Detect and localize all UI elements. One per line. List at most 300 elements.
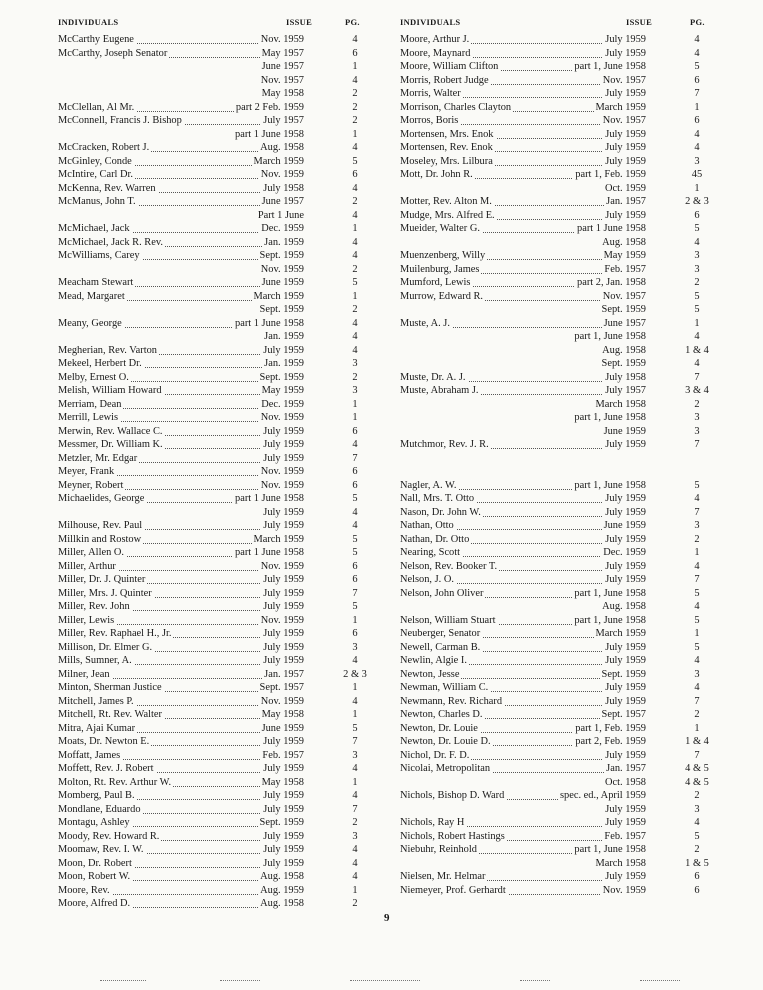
entry-page: 4	[694, 358, 700, 369]
entry-name: Newman, William C.	[400, 682, 489, 693]
entry-issue: July 1959	[605, 533, 646, 545]
entry-name: Montagu, Ashley	[58, 817, 130, 828]
entry-issue: Jan. 1959	[264, 236, 304, 248]
entry-issue: July 1959	[605, 803, 646, 815]
entry-name: Mott, Dr. John R.	[400, 169, 473, 180]
entry-page: 6	[694, 884, 700, 896]
entry-page: 1	[352, 223, 358, 234]
entry-issue: May 1959	[603, 250, 646, 261]
entry-name: Moseley, Mrs. Lilbura	[400, 155, 493, 167]
index-entry	[58, 492, 374, 506]
entry-issue: July 1959	[605, 506, 646, 518]
entry-name: McCracken, Robert J.	[58, 142, 150, 153]
entry-page: 1 & 4	[685, 736, 709, 747]
entry-name: Newell, Carman B.	[400, 641, 481, 653]
entry-name: Miller, Lewis	[58, 614, 115, 626]
entry-page: 4	[694, 236, 700, 248]
entry-name: Nall, Mrs. T. Otto	[400, 493, 475, 504]
index-entry	[400, 330, 716, 344]
entry-issue: July 1959	[605, 695, 646, 707]
entry-issue: Sept. 1959	[601, 304, 646, 315]
entry-name: Mead, Margaret	[58, 290, 125, 302]
entry-issue: May 1957	[261, 47, 304, 59]
entry-name: Muste, A. J.	[400, 317, 450, 329]
entry-name: Molton, Rt. Rev. Arthur W.	[58, 776, 172, 788]
entry-page: 5	[352, 547, 358, 558]
entry-page: 5	[694, 61, 700, 72]
entry-issue: July 1959	[263, 452, 304, 464]
entry-issue: July 1959	[263, 344, 304, 356]
entry-name: Nichol, Dr. F. D.	[400, 749, 470, 761]
entry-name: Millkin and Rostow	[58, 533, 142, 545]
entry-issue: July 1959	[263, 506, 304, 518]
index-entry	[58, 249, 374, 263]
entry-name: Moore, William Clifton	[400, 61, 499, 72]
entry-issue: July 1959	[263, 587, 304, 599]
entry-issue: part 1, June 1958	[574, 331, 646, 342]
entry-issue: Nov. 1959	[260, 479, 304, 491]
entry-issue: spec. ed., April 1959	[560, 790, 646, 801]
entry-name: Moffett, Rev. J. Robert	[58, 763, 154, 774]
entry-name: Merwin, Rev. Wallace C.	[58, 425, 163, 437]
scan-mark	[640, 978, 680, 981]
entry-page: 7	[694, 749, 700, 761]
entry-name: Moore, Rev.	[58, 884, 110, 896]
entry-name: Newton, Dr. Louie D.	[400, 736, 491, 747]
entry-page: 5	[694, 290, 700, 302]
entry-issue: July 1959	[263, 830, 304, 842]
entry-page: 1	[352, 412, 358, 423]
entry-issue: July 1959	[605, 155, 646, 167]
index-entry	[400, 884, 716, 898]
entry-name: Mitra, Ajai Kumar	[58, 722, 136, 734]
entry-issue: Aug. 1958	[602, 236, 646, 248]
entry-name: Mitchell, James P.	[58, 695, 134, 707]
entry-issue: July 1959	[605, 682, 646, 693]
entry-issue: part 1 June 1958	[235, 128, 304, 140]
entry-name: Merrill, Lewis	[58, 412, 119, 423]
entry-name: Niemeyer, Prof. Gerhardt	[400, 884, 506, 896]
entry-issue: Feb. 1957	[262, 749, 304, 761]
entry-page: 4 & 5	[685, 763, 709, 774]
entry-page: 4	[694, 601, 700, 612]
entry-name: Newton, Jesse	[400, 668, 460, 680]
entry-name: Neuberger, Senator	[400, 628, 481, 639]
entry-issue: July 1959	[263, 803, 304, 815]
entry-issue: Feb. 1957	[604, 263, 646, 275]
scan-mark	[520, 978, 550, 981]
header-individuals: INDIVIDUALS	[58, 17, 119, 27]
entry-issue: July 1959	[263, 574, 304, 585]
entry-name: McWilliams, Carey	[58, 250, 140, 261]
entry-page: 6	[694, 871, 700, 882]
entry-issue: Jan. 1959	[264, 331, 304, 342]
entry-name: Meyner, Robert	[58, 479, 124, 491]
entry-page: 7	[352, 803, 358, 815]
scan-mark	[220, 978, 260, 981]
entry-name: Nagler, A. W.	[400, 479, 457, 491]
entry-page: 4	[352, 871, 358, 882]
entry-name: Mondlane, Eduardo	[58, 803, 141, 815]
entry-issue: Aug. 1958	[602, 601, 646, 612]
entry-page: 7	[694, 695, 700, 707]
index-entry	[400, 587, 716, 601]
entry-issue: March 1958	[595, 398, 646, 410]
entry-issue: Nov. 1959	[260, 34, 304, 45]
entry-name: McMichael, Jack R. Rev.	[58, 236, 163, 248]
index-entry	[400, 411, 716, 425]
entry-page: 2 & 3	[685, 196, 709, 207]
entry-issue: July 1957	[605, 385, 646, 396]
entry-page: 7	[694, 439, 700, 450]
entry-page: 2	[352, 263, 358, 275]
entry-issue: Sept. 1959	[259, 250, 304, 261]
entry-issue: Sept. 1959	[601, 668, 646, 680]
entry-page: 2	[694, 533, 700, 545]
entry-issue: July 1959	[263, 520, 304, 531]
entry-page: 4	[352, 763, 358, 774]
entry-name: McClellan, Al Mr.	[58, 101, 135, 113]
entry-page: 2	[694, 398, 700, 410]
entry-page: 3	[694, 250, 700, 261]
entry-page: 6	[694, 209, 700, 221]
entry-name: Mortensen, Mrs. Enok	[400, 128, 494, 140]
index-entry	[400, 452, 716, 466]
header-pg: PG.	[345, 17, 360, 27]
entry-name: Morris, Robert Judge	[400, 74, 489, 86]
entry-issue: Dec. 1959	[603, 547, 646, 558]
entry-issue: March 1959	[253, 290, 304, 302]
entry-page: 5	[694, 479, 700, 491]
index-entry	[400, 789, 716, 803]
entry-name: Nelson, John Oliver	[400, 587, 484, 599]
entry-page: 7	[694, 506, 700, 518]
entry-page: 6	[352, 574, 358, 585]
entry-page: 5	[694, 641, 700, 653]
entry-name: Miller, Rev. Raphael H., Jr.	[58, 628, 172, 639]
bottom-scan-marks	[0, 978, 763, 982]
entry-issue: Sept. 1957	[601, 709, 646, 720]
index-entry	[58, 317, 374, 331]
entry-name: Miller, Arthur	[58, 560, 116, 572]
entry-name: Nelson, Rev. Booker T.	[400, 560, 498, 572]
entry-page: 5	[352, 277, 358, 288]
entry-issue: Nov. 1957	[602, 74, 646, 86]
entry-name: Mitchell, Rt. Rev. Walter	[58, 709, 162, 720]
entry-name: Mortensen, Rev. Enok	[400, 142, 493, 153]
entry-page: 4	[352, 439, 358, 450]
entry-issue: July 1959	[605, 34, 646, 45]
entry-page: 3	[694, 520, 700, 531]
entry-name: Newmann, Rev. Richard	[400, 695, 503, 707]
entry-issue: July 1958	[263, 182, 304, 194]
entry-name: Motter, Rev. Alton M.	[400, 196, 492, 207]
entry-name: Metzler, Mr. Edgar	[58, 452, 138, 464]
entry-issue: July 1959	[605, 439, 646, 450]
entry-page: 1	[694, 628, 700, 639]
entry-issue: Sept. 1959	[259, 817, 304, 828]
entry-name: Moore, Arthur J.	[400, 34, 470, 45]
entry-issue: Sept. 1959	[601, 358, 646, 369]
entry-page: 1	[352, 398, 358, 410]
entry-page: 6	[352, 47, 358, 59]
entry-page: 6	[352, 560, 358, 572]
entry-name: Newton, Dr. Louie	[400, 722, 478, 734]
entry-name: McCarthy, Joseph Senator	[58, 47, 168, 59]
entry-name: Millison, Dr. Elmer G.	[58, 641, 153, 653]
entry-page: 4	[694, 128, 700, 140]
entry-page: 4	[694, 142, 700, 153]
entry-issue: part 1, June 1958	[574, 844, 646, 855]
entry-page: 5	[352, 722, 358, 734]
index-entry	[58, 60, 374, 74]
entry-page: 7	[694, 88, 700, 99]
entry-issue: July 1959	[263, 736, 304, 747]
entry-issue: part 1, June 1958	[574, 479, 646, 491]
entry-issue: part 1, June 1958	[574, 587, 646, 599]
entry-page: 4	[352, 142, 358, 153]
entry-page: 3	[694, 668, 700, 680]
index-entry	[400, 438, 716, 452]
index-column-left	[58, 17, 374, 911]
entry-page: 6	[352, 425, 358, 437]
entry-name: Morros, Boris	[400, 115, 459, 126]
entry-page: 1	[694, 317, 700, 329]
index-entry	[58, 897, 374, 911]
entry-name: Muste, Dr. A. J.	[400, 371, 466, 383]
entry-name: McIntire, Carl Dr.	[58, 169, 134, 180]
entry-page: 5	[694, 223, 700, 234]
entry-page: 2	[352, 304, 358, 315]
header-pg: PG.	[690, 17, 705, 27]
index-entry	[400, 762, 716, 776]
entry-name: McKenna, Rev. Warren	[58, 182, 156, 194]
entry-issue: Aug. 1959	[260, 884, 304, 896]
header-individuals: INDIVIDUALS	[400, 17, 461, 27]
entry-name: Moody, Rev. Howard R.	[58, 830, 160, 842]
header-issue: ISSUE	[286, 17, 313, 27]
entry-page: 4	[694, 331, 700, 342]
entry-page: 3	[352, 641, 358, 653]
index-entry	[58, 74, 374, 88]
entry-issue: part 2, Feb. 1959	[575, 736, 646, 747]
entry-name: Nielsen, Mr. Helmar	[400, 871, 486, 882]
entry-issue: Jan. 1959	[264, 358, 304, 369]
entry-issue: July 1958	[605, 371, 646, 383]
entry-name: Mumford, Lewis	[400, 277, 471, 288]
entry-name: Nearing, Scott	[400, 547, 461, 558]
entry-issue: Nov. 1959	[260, 466, 304, 477]
entry-issue: July 1959	[605, 641, 646, 653]
entry-page: 2	[694, 709, 700, 720]
entry-page: 5	[694, 830, 700, 842]
entry-issue: July 1959	[263, 857, 304, 869]
entry-page: 1	[352, 709, 358, 720]
entry-page: 4	[352, 236, 358, 248]
entry-page: 3	[694, 412, 700, 423]
entry-page: 3	[694, 803, 700, 815]
index-rows-left	[58, 33, 374, 911]
entry-name: McCarthy Eugene	[58, 34, 134, 45]
entry-issue: Aug. 1958	[260, 898, 304, 909]
entry-issue: July 1959	[605, 574, 646, 585]
entry-issue: March 1959	[595, 628, 646, 639]
entry-name: Momberg, Paul B.	[58, 790, 135, 801]
entry-name: Mekeel, Herbert Dr.	[58, 358, 142, 369]
entry-page: 4	[352, 317, 358, 329]
entry-issue: Aug. 1958	[602, 344, 646, 356]
entry-issue: part 1, Feb. 1959	[575, 169, 646, 180]
entry-page: 3	[352, 385, 358, 396]
entry-issue: Sept. 1957	[259, 682, 304, 693]
entry-issue: March 1959	[253, 155, 304, 167]
entry-issue: March 1959	[595, 101, 646, 113]
entry-issue: Part 1 June	[257, 209, 304, 221]
entry-page: 6	[352, 479, 358, 491]
entry-issue: July 1959	[605, 47, 646, 59]
entry-page: 1	[694, 182, 700, 194]
entry-name: Murrow, Edward R.	[400, 290, 484, 302]
entry-page: 2	[352, 88, 358, 99]
entry-page: 4	[352, 790, 358, 801]
entry-name: Miller, Dr. J. Quinter	[58, 574, 146, 585]
entry-page: 3	[694, 155, 700, 167]
header-issue: ISSUE	[626, 17, 653, 27]
entry-name: Miller, Mrs. J. Quinter	[58, 587, 152, 599]
entry-page: 4	[352, 182, 358, 194]
entry-page: 2	[352, 196, 358, 207]
entry-page: 1 & 5	[685, 857, 709, 869]
index-entry	[400, 168, 716, 182]
entry-name: Nichols, Bishop D. Ward	[400, 790, 505, 801]
entry-name: Moon, Robert W.	[58, 871, 131, 882]
entry-page: 5	[352, 155, 358, 167]
entry-page: 5	[694, 614, 700, 626]
entry-page: 7	[352, 452, 358, 464]
entry-name: Moore, Alfred D.	[58, 898, 131, 909]
entry-page: 2	[694, 844, 700, 855]
entry-name: Mills, Sumner, A.	[58, 655, 132, 666]
entry-page: 4	[694, 493, 700, 504]
entry-name: Nichols, Ray H	[400, 817, 465, 828]
index-entry	[58, 114, 374, 128]
entry-name: Moffatt, James	[58, 749, 121, 761]
entry-page: 7	[352, 587, 358, 599]
entry-name: Muilenburg, James	[400, 263, 480, 275]
entry-page: 45	[691, 169, 703, 180]
entry-name: Melby, Ernest O.	[58, 371, 129, 383]
entry-issue: July 1959	[605, 655, 646, 666]
entry-page: 4	[694, 655, 700, 666]
entry-name: Muenzenberg, Willy	[400, 250, 486, 261]
entry-issue: Feb. 1957	[604, 830, 646, 842]
entry-name: McConnell, Francis J. Bishop	[58, 115, 182, 126]
entry-page: 4	[352, 344, 358, 356]
entry-issue: Nov. 1959	[260, 263, 304, 275]
entry-name: Moore, Maynard	[400, 47, 471, 59]
entry-page: 5	[694, 587, 700, 599]
entry-issue: Jan. 1957	[606, 196, 646, 207]
entry-issue: July 1959	[605, 128, 646, 140]
entry-name: Merriam, Dean	[58, 398, 122, 410]
entry-page: 6	[352, 169, 358, 180]
entry-page: 4	[352, 655, 358, 666]
index-entry	[400, 843, 716, 857]
entry-issue: June 1959	[603, 425, 646, 437]
entry-issue: Oct. 1958	[605, 776, 646, 788]
entry-page: 4	[694, 560, 700, 572]
entry-issue: July 1959	[263, 844, 304, 855]
index-entry	[400, 222, 716, 236]
entry-name: Meacham Stewart	[58, 277, 134, 288]
entry-issue: July 1959	[263, 763, 304, 774]
index-entry	[400, 290, 716, 304]
entry-issue: July 1959	[605, 209, 646, 221]
entry-issue: March 1959	[253, 533, 304, 545]
entry-name: Niebuhr, Reinhold	[400, 844, 477, 855]
entry-issue: Aug. 1958	[260, 871, 304, 882]
entry-issue: Nov. 1959	[260, 560, 304, 572]
entry-name: Muste, Abraham J.	[400, 385, 479, 396]
entry-page: 6	[352, 628, 358, 639]
entry-page: 2	[352, 371, 358, 383]
entry-issue: July 1959	[263, 655, 304, 666]
entry-issue: Nov. 1959	[260, 412, 304, 423]
entry-issue: part 1, June 1958	[574, 412, 646, 423]
entry-issue: July 1957	[263, 115, 304, 126]
entry-issue: July 1959	[605, 493, 646, 504]
entry-name: Newton, Charles D.	[400, 709, 483, 720]
index-entry	[58, 195, 374, 209]
entry-issue: part 1 June 1958	[235, 547, 304, 558]
entry-page: 1	[694, 722, 700, 734]
entry-issue: part 1 June 1958	[235, 493, 304, 504]
entry-issue: part 2 Feb. 1959	[235, 101, 304, 113]
entry-issue: June 1957	[261, 196, 304, 207]
entry-name: Milhouse, Rev. Paul	[58, 520, 143, 531]
index-entry	[58, 290, 374, 304]
entry-issue: July 1959	[263, 641, 304, 653]
entry-page: 1	[352, 682, 358, 693]
entry-issue: July 1959	[605, 560, 646, 572]
entry-page: 4	[694, 682, 700, 693]
entry-issue: July 1959	[263, 790, 304, 801]
entry-page: 4	[352, 34, 358, 45]
entry-issue: Dec. 1959	[261, 223, 304, 234]
entry-name: Morrison, Charles Clayton	[400, 101, 512, 113]
entry-page: 2	[694, 277, 700, 288]
entry-page: 1	[352, 614, 358, 626]
entry-page: 1	[694, 101, 700, 113]
entry-issue: July 1959	[263, 601, 304, 612]
entry-page: 4	[352, 74, 358, 86]
entry-issue: part 1, Feb. 1959	[575, 722, 646, 734]
entry-issue: June 1959	[261, 277, 304, 288]
entry-page: 2	[352, 817, 358, 828]
entry-page: 6	[352, 466, 358, 477]
entry-issue: May 1959	[261, 385, 304, 396]
entry-name: Miller, Allen O.	[58, 547, 124, 558]
entry-name: Mueider, Walter G.	[400, 223, 480, 234]
entry-page: 2	[352, 898, 358, 909]
entry-issue: Nov. 1957	[260, 74, 304, 86]
entry-issue: Sept. 1959	[259, 371, 304, 383]
entry-page: 4	[352, 506, 358, 518]
entry-page: 4	[352, 520, 358, 531]
entry-page: 3	[352, 830, 358, 842]
entry-issue: Aug. 1958	[260, 142, 304, 153]
entry-issue: part 1 June 1958	[577, 223, 646, 234]
